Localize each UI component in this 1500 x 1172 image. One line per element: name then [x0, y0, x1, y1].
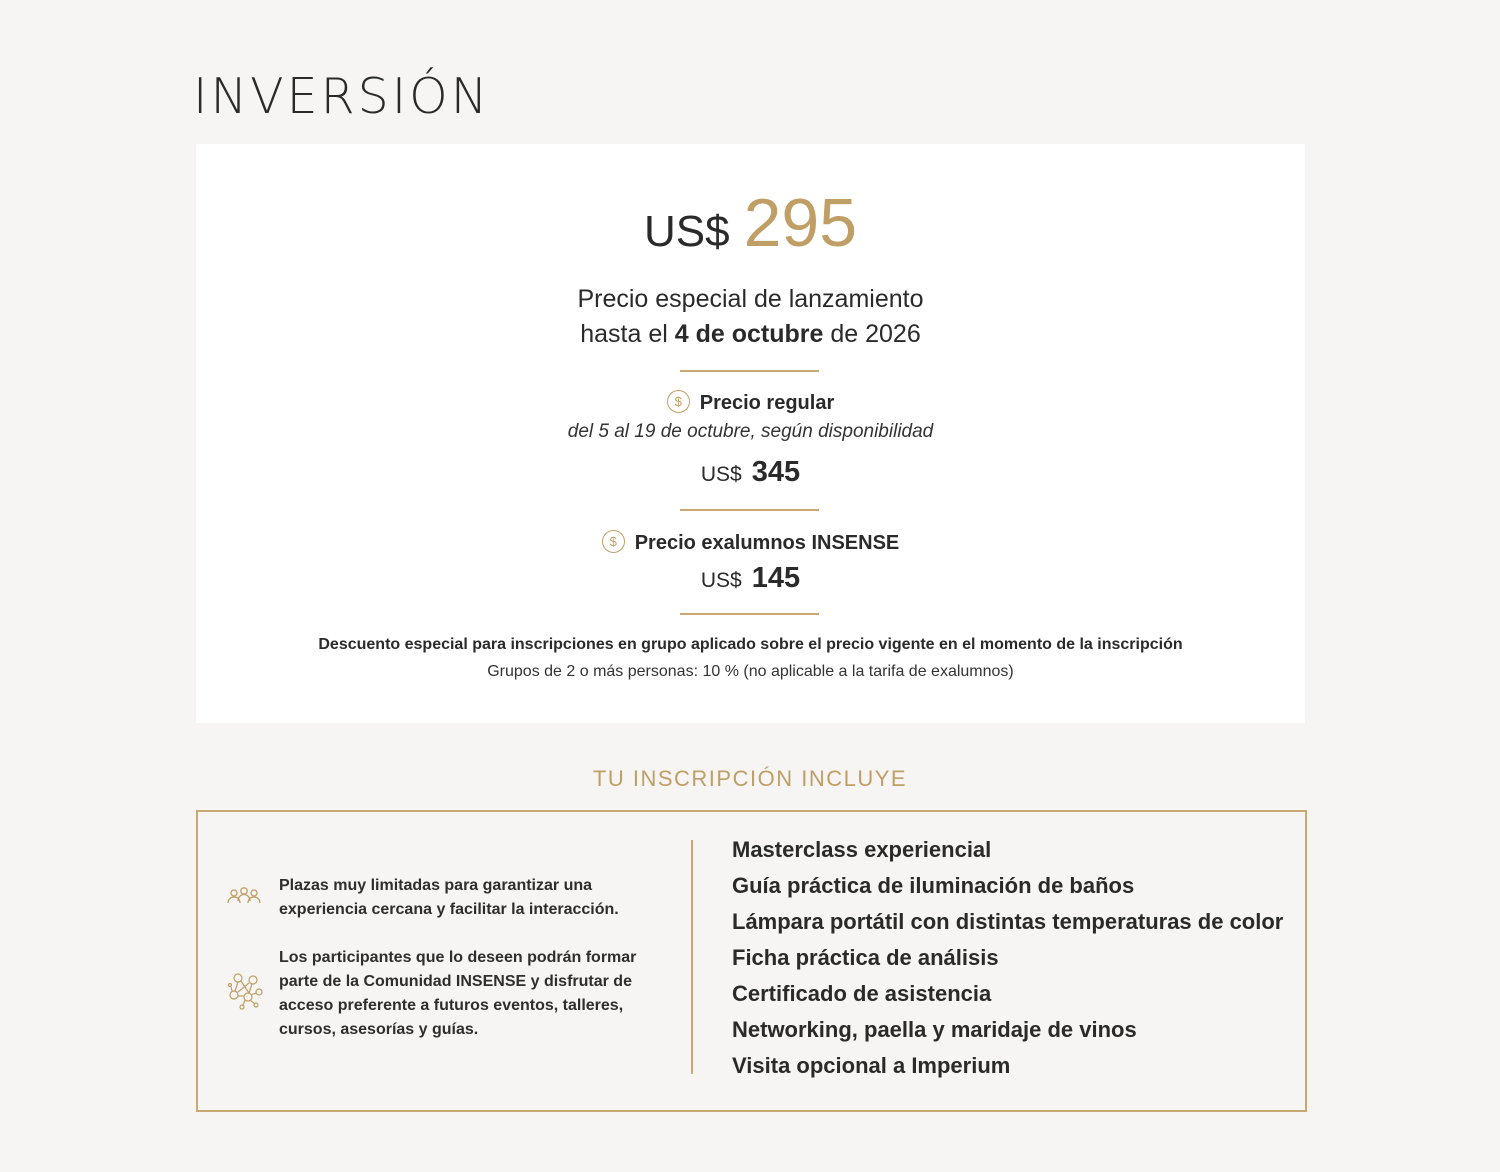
feature-text: Los participantes que lo deseen podrán formar parte de la Comunidad INSENSE y disfrutar de acceso preferente a futuros eventos, talleres, cursos, asesorías y guías. [279, 949, 637, 1038]
list-item: Ficha práctica de análisis [732, 945, 999, 970]
includes-box [196, 810, 1307, 1112]
list-item: Networking, paella y maridaje de vinos [732, 1017, 1137, 1042]
list-item: Masterclass experiencial [732, 837, 992, 862]
main-price-amount: 295 [743, 185, 858, 261]
main-price [196, 184, 1305, 262]
community-network-icon [226, 970, 264, 1017]
includes-list [732, 832, 1283, 1084]
launch-line2-pre: hasta el [580, 320, 675, 348]
people-icon [226, 886, 262, 913]
launch-offer [196, 282, 1305, 352]
alumni-price-currency: US$ [700, 569, 742, 592]
regular-price-note: del 5 al 19 de octubre, según disponibilidad [567, 421, 934, 442]
divider [680, 370, 819, 372]
alumni-price-label: Precio exalumnos INSENSE [634, 532, 900, 554]
vertical-divider [691, 840, 693, 1074]
regular-price-currency: US$ [700, 463, 742, 486]
group-discount-detail: Grupos de 2 o más personas: 10 % (no aplicable a la tarifa de exalumnos) [487, 663, 1014, 680]
list-item: Certificado de asistencia [732, 981, 992, 1006]
regular-price-heading [196, 392, 1305, 415]
dollar-coin-icon: $ [602, 530, 625, 553]
pricing-card [196, 144, 1305, 723]
feature-text: Plazas muy limitadas para garantizar una experiencia cercana y facilitar la interacción. [279, 877, 619, 918]
launch-line2-post: de 2026 [823, 320, 921, 348]
alumni-price [196, 562, 1305, 595]
regular-price-label: Precio regular [699, 392, 835, 414]
launch-offer-line1: Precio especial de lanzamiento [577, 285, 924, 313]
regular-price-amount: 345 [751, 456, 801, 488]
dollar-coin-icon: $ [667, 390, 690, 413]
page-title: INVERSIÓN [193, 68, 491, 125]
alumni-price-amount: 145 [751, 562, 801, 594]
list-item: Visita opcional a Imperium [732, 1053, 1011, 1078]
alumni-price-heading [196, 532, 1305, 555]
includes-heading: TU INSCRIPCIÓN INCLUYE [592, 766, 908, 791]
launch-deadline: 4 de octubre [674, 320, 824, 348]
list-item: Lámpara portátil con distintas temperaturas de color [732, 909, 1284, 934]
main-price-currency: US$ [643, 207, 730, 256]
regular-price [196, 456, 1305, 489]
divider [680, 613, 819, 615]
list-item: Guía práctica de iluminación de baños [732, 873, 1135, 898]
launch-offer-line2 [196, 317, 1305, 352]
group-discount-note: Descuento especial para inscripciones en grupo aplicado sobre el precio vigente en el momento de la inscripción [318, 636, 1183, 653]
divider [680, 509, 819, 511]
